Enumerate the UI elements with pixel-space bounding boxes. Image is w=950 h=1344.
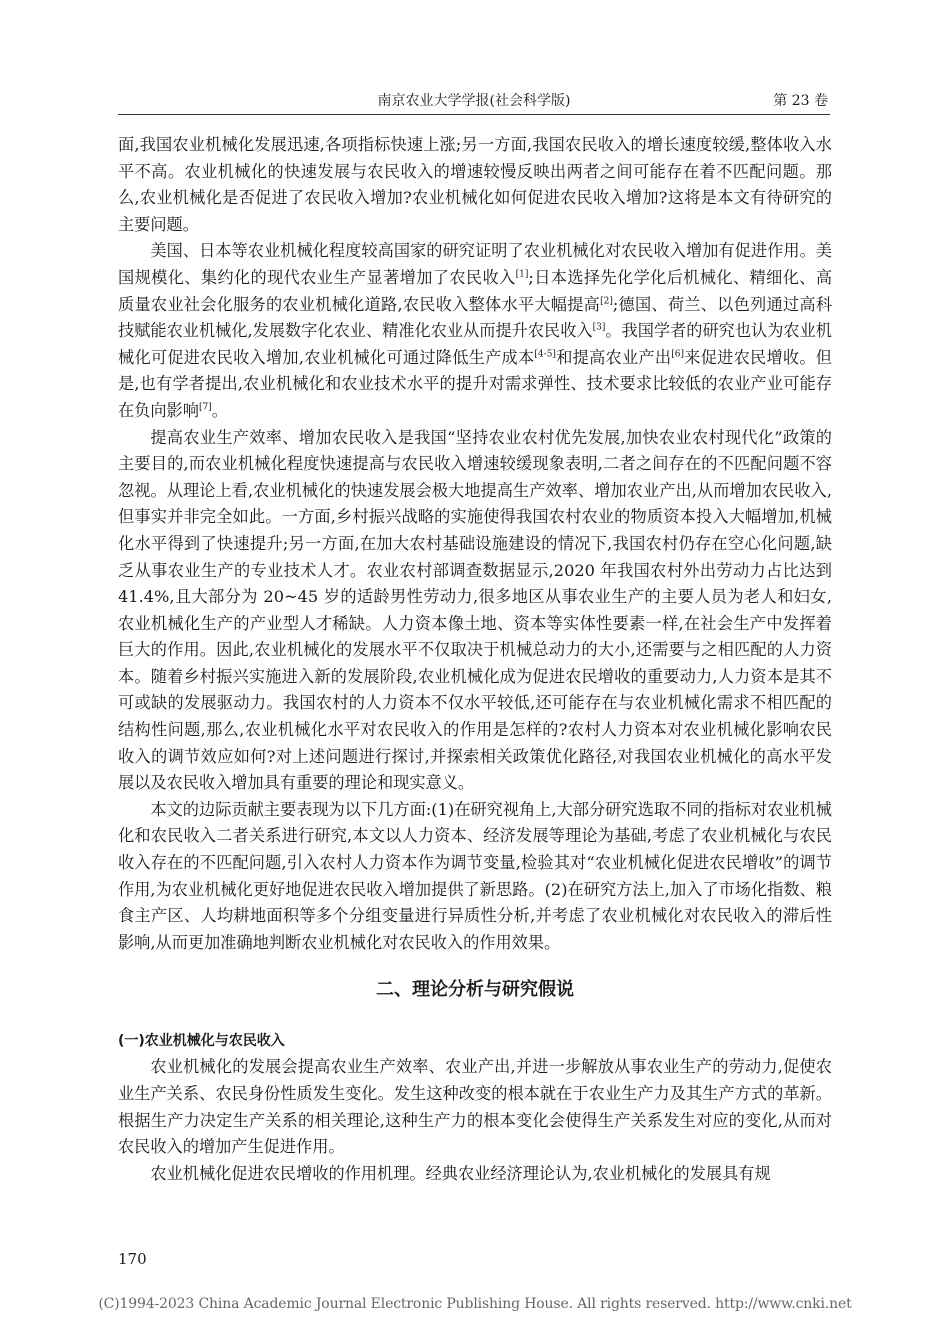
- volume-number: 第 23 卷: [773, 93, 828, 109]
- citation-ref: [6]: [671, 349, 685, 360]
- section-title: 二、理论分析与研究假说: [376, 979, 574, 1001]
- running-header: [118, 92, 830, 115]
- citation-ref: [3]: [592, 322, 606, 333]
- copyright-notice: (C)1994-2023 China Academic Journal Electronic Publishing House. All rights reserved. http://www.cnki.net: [98, 1296, 852, 1312]
- citation-ref: [2]: [600, 296, 613, 307]
- paragraph-1: 面,我国农业机械化发展迅速,各项指标快速上涨;另一方面,我国农民收入的增长速度较缓,整体收入水平不高。农业机械化的快速发展与农民收入的增速较慢反映出两者之间可能存在着不匹配问题。那么,农业机械化是否促进了农民收入增加?农业机械化如何促进农民收入增加?这将是本文有待研究的主要问题。: [118, 135, 832, 234]
- paragraph-2: 美国、日本等农业机械化程度较高国家的研究证明了农业机械化对农民收入增加有促进作用。美国规模化、集约化的现代农业生产显著增加了农民收入[1];日本选择先化学化后机械化、精细化、高质量农业社会化服务的农业机械化道路,农民收入整体水平大幅提高[2];德国、荷兰、以色列通过高科技赋能农业机械化,发展数字化农业、精准化农业从而提升农民收入[3]。我国学者的研究也认为农业机械化可促进农民收入增加,农业机械化可通过降低生产成本[4-5]和提高农业产出[6]来促进农民增收。但是,也有学者提出,农业机械化和农业技术水平的提升对需求弹性、技术要求比较低的农业产业可能存在负向影响[7]。: [118, 241, 833, 420]
- citation-ref: [7]: [198, 402, 212, 413]
- page-number: 170: [118, 1250, 147, 1268]
- paragraph-5: 农业机械化的发展会提高农业生产效率、农业产出,并进一步解放从事农业生产的劳动力,促使农业生产关系、农民身份性质发生变化。发生这种改变的根本就在于农业生产力及其生产方式的革新。根据生产力决定生产关系的相关理论,这种生产力的根本变化会使得生产关系发生对应的变化,从而对农民收入的增加产生促进作用。: [118, 1057, 832, 1157]
- paragraph-4: 本文的边际贡献主要表现为以下几方面:(1)在研究视角上,大部分研究选取不同的指标对农业机械化和农民收入二者关系进行研究,本文以人力资本、经济发展等理论为基础,考虑了农业机械化与农民收入存在的不匹配问题,引入农村人力资本作为调节变量,检验其对“农业机械化促进农民增收”的调节作用,为农业机械化更好地促进农民收入增加提供了新思路。(2)在研究方法上,加入了市场化指数、粮食主产区、人均耕地面积等多个分组变量进行异质性分析,并考虑了农业机械化对农民收入的滞后性影响,从而更加准确地判断农业机械化对农民收入的作用效果。: [118, 799, 832, 952]
- citation-ref: [1]: [515, 269, 529, 280]
- citation-ref: [4-5]: [534, 349, 556, 360]
- article-body: [118, 132, 832, 1187]
- paragraph-3: 提高农业生产效率、增加农民收入是我国“坚持农业农村优先发展,加快农业农村现代化”政策的主要目的,而农业机械化程度快速提高与农民收入增速较缓现象表明,二者之间存在的不匹配问题不容忽视。从理论上看,农业机械化的快速发展会极大地提高生产效率、增加农业产出,从而增加农民收入,但事实并非完全如此。一方面,乡村振兴战略的实施使得我国农村农业的物质资本投入大幅增加,机械化水平得到了快速提升;另一方面,在加大农村基础设施建设的情况下,我国农村仍存在空心化问题,缺乏从事农业生产的专业技术人才。农业农村部调查数据显示,2020 年我国农村外出劳动力占比达到 41.4%,且大部分为 20~45 岁的适龄男性劳动力,很多地区从事农业生产的主要人员为老人和妇女,农业机械化生产的产业型人才稀缺。人力资本像土地、资本等实体性要素一样,在社会生产中发挥着巨大的作用。因此,农业机械化的发展水平不仅取决于机械总动力的大小,还需要与之相匹配的人力资本。随着乡村振兴实施进入新的发展阶段,农业机械化成为促进农民增收的重要动力,人力资本是其不可或缺的发展驱动力。我国农村的人力资本不仅水平较低,还可能存在与农业机械化需求不相匹配的结构性问题,那么,农业机械化水平对农民收入的作用是怎样的?农村人力资本对农业机械化影响农民收入的调节效应如何?对上述问题进行探讨,并探索相关政策优化路径,对我国农业机械化的高水平发展以及农民收入增加具有重要的理论和现实意义。: [118, 427, 832, 793]
- subsection-title: (一)农业机械化与农民收入: [118, 1033, 285, 1050]
- journal-title: 南京农业大学学报(社会科学版): [377, 93, 571, 109]
- paragraph-6: 农业机械化促进农民增收的作用机理。经典农业经济理论认为,农业机械化的发展具有规: [150, 1163, 771, 1183]
